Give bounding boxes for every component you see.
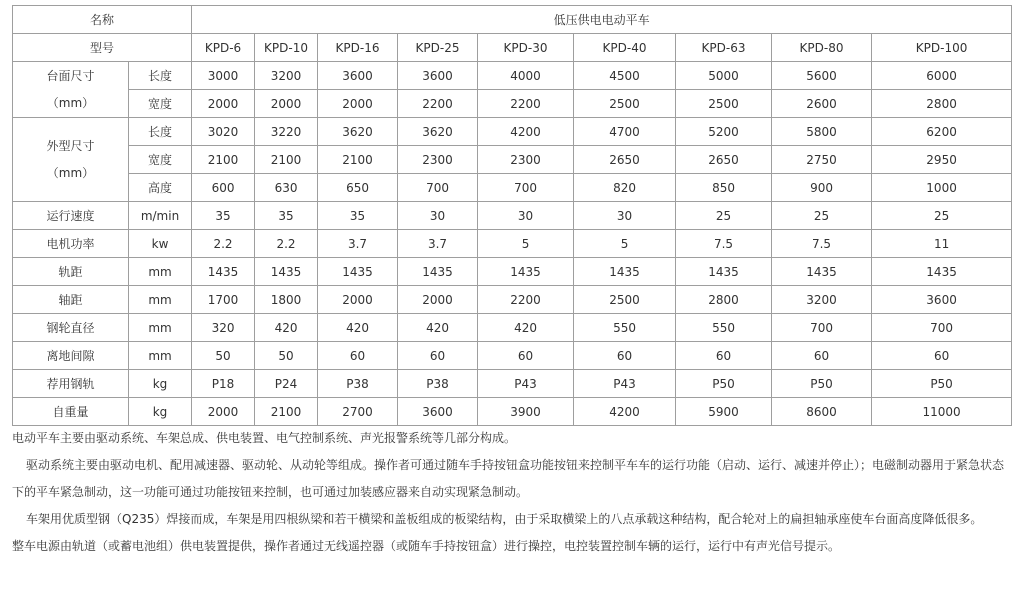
value-cell: 2200 — [478, 90, 574, 118]
model-cell: KPD-16 — [318, 34, 398, 62]
value-cell: 2700 — [318, 398, 398, 426]
value-cell: 3600 — [872, 286, 1012, 314]
value-cell: 60 — [398, 342, 478, 370]
spec-label: 轨距 — [13, 258, 129, 286]
value-cell: P50 — [676, 370, 772, 398]
value-cell: 4000 — [478, 62, 574, 90]
value-cell: 2300 — [398, 146, 478, 174]
value-cell: 35 — [192, 202, 255, 230]
spec-label: 自重量 — [13, 398, 129, 426]
model-cell: KPD-80 — [772, 34, 872, 62]
value-cell: 700 — [398, 174, 478, 202]
model-cell: KPD-6 — [192, 34, 255, 62]
value-cell: 30 — [574, 202, 676, 230]
value-cell: 8600 — [772, 398, 872, 426]
value-cell: 4200 — [478, 118, 574, 146]
value-cell: 420 — [398, 314, 478, 342]
value-cell: P38 — [318, 370, 398, 398]
value-cell: 420 — [255, 314, 318, 342]
value-cell: 3.7 — [318, 230, 398, 258]
value-cell: 820 — [574, 174, 676, 202]
value-cell: 3600 — [318, 62, 398, 90]
value-cell: 650 — [318, 174, 398, 202]
value-cell: 1435 — [574, 258, 676, 286]
model-label: 型号 — [13, 34, 192, 62]
value-cell: P50 — [872, 370, 1012, 398]
spec-unit: mm — [129, 314, 192, 342]
value-cell: 5900 — [676, 398, 772, 426]
value-cell: 5 — [574, 230, 676, 258]
value-cell: 1435 — [676, 258, 772, 286]
value-cell: P43 — [574, 370, 676, 398]
value-cell: 2500 — [574, 90, 676, 118]
spec-row — [13, 230, 1012, 258]
value-cell: 2.2 — [255, 230, 318, 258]
value-cell: 1435 — [398, 258, 478, 286]
value-cell: 5800 — [772, 118, 872, 146]
value-cell: 4500 — [574, 62, 676, 90]
value-cell: 2650 — [676, 146, 772, 174]
table-size-label — [13, 62, 129, 118]
spec-label: 荐用钢轨 — [13, 370, 129, 398]
value-cell: 2950 — [872, 146, 1012, 174]
spec-unit: mm — [129, 342, 192, 370]
paragraph: 驱动系统主要由驱动电机、配用减速器、驱动轮、从动轮等组成。操作者可通过随车手持按钮盒功能按钮来控制平车车的运行功能（启动、运行、减速并停止）；电磁制动器用于紧急状态下的平车紧急制动，这一功能可通过功能按钮来控制，也可通过加装感应器来自动实现紧急制动。 — [12, 458, 1005, 499]
spec-unit: mm — [129, 258, 192, 286]
model-cell: KPD-30 — [478, 34, 574, 62]
model-cell: KPD-10 — [255, 34, 318, 62]
dimension-label: 长度 — [129, 118, 192, 146]
paragraph: 电动平车主要由驱动系统、车架总成、供电装置、电气控制系统、声光报警系统等几部分构成。 — [12, 431, 517, 445]
value-cell: 320 — [192, 314, 255, 342]
value-cell: 900 — [772, 174, 872, 202]
value-cell: 2000 — [255, 90, 318, 118]
value-cell: 11000 — [872, 398, 1012, 426]
name-label: 名称 — [13, 6, 192, 34]
model-cell: KPD-40 — [574, 34, 676, 62]
spec-label: 钢轮直径 — [13, 314, 129, 342]
value-cell: 1435 — [318, 258, 398, 286]
table-size-row — [13, 90, 1012, 118]
value-cell: 1435 — [872, 258, 1012, 286]
value-cell: 2000 — [318, 90, 398, 118]
value-cell: 11 — [872, 230, 1012, 258]
value-cell: 5 — [478, 230, 574, 258]
value-cell: 2100 — [255, 146, 318, 174]
value-cell: 2200 — [478, 286, 574, 314]
spec-unit: m/min — [129, 202, 192, 230]
value-cell: 1435 — [772, 258, 872, 286]
value-cell: 2200 — [398, 90, 478, 118]
value-cell: 2000 — [398, 286, 478, 314]
value-cell: 2750 — [772, 146, 872, 174]
value-cell: 7.5 — [772, 230, 872, 258]
value-cell: P18 — [192, 370, 255, 398]
value-cell: 60 — [318, 342, 398, 370]
value-cell: 2100 — [318, 146, 398, 174]
value-cell: 1435 — [255, 258, 318, 286]
value-cell: 3600 — [398, 62, 478, 90]
value-cell: 1435 — [192, 258, 255, 286]
value-cell: 1000 — [872, 174, 1012, 202]
description — [12, 425, 1012, 560]
value-cell: P24 — [255, 370, 318, 398]
spec-table — [12, 5, 1012, 426]
spec-unit: kw — [129, 230, 192, 258]
model-cell: KPD-63 — [676, 34, 772, 62]
value-cell: P43 — [478, 370, 574, 398]
spec-unit: kg — [129, 370, 192, 398]
spec-unit: kg — [129, 398, 192, 426]
value-cell: 50 — [192, 342, 255, 370]
value-cell: 3.7 — [398, 230, 478, 258]
outer-size-label-line: 外型尺寸 — [46, 138, 95, 153]
outer-size-unit-line: （mm） — [46, 165, 95, 180]
value-cell: 60 — [872, 342, 1012, 370]
value-cell: 2100 — [255, 398, 318, 426]
value-cell: 2.2 — [192, 230, 255, 258]
table-size-row — [13, 62, 1012, 90]
value-cell: 2000 — [192, 90, 255, 118]
outer-size-label — [13, 118, 129, 202]
value-cell: 700 — [478, 174, 574, 202]
model-cell: KPD-100 — [872, 34, 1012, 62]
spec-row — [13, 314, 1012, 342]
value-cell: 3620 — [398, 118, 478, 146]
value-cell: 4200 — [574, 398, 676, 426]
value-cell: 4700 — [574, 118, 676, 146]
product-name: 低压供电电动平车 — [192, 6, 1012, 34]
value-cell: 630 — [255, 174, 318, 202]
value-cell: 30 — [398, 202, 478, 230]
value-cell: 420 — [318, 314, 398, 342]
spec-label: 运行速度 — [13, 202, 129, 230]
spec-row — [13, 202, 1012, 230]
value-cell: 2800 — [872, 90, 1012, 118]
value-cell: 60 — [676, 342, 772, 370]
dimension-label: 宽度 — [129, 146, 192, 174]
value-cell: 50 — [255, 342, 318, 370]
value-cell: 850 — [676, 174, 772, 202]
value-cell: 2300 — [478, 146, 574, 174]
dimension-label: 长度 — [129, 62, 192, 90]
value-cell: 25 — [676, 202, 772, 230]
value-cell: 25 — [872, 202, 1012, 230]
dimension-label: 高度 — [129, 174, 192, 202]
value-cell: 2600 — [772, 90, 872, 118]
value-cell: 30 — [478, 202, 574, 230]
spec-unit: mm — [129, 286, 192, 314]
value-cell: 550 — [574, 314, 676, 342]
spec-row — [13, 342, 1012, 370]
value-cell: 600 — [192, 174, 255, 202]
value-cell: 550 — [676, 314, 772, 342]
spec-label: 离地间隙 — [13, 342, 129, 370]
value-cell: P38 — [398, 370, 478, 398]
table-size-label-line: 台面尺寸 — [46, 68, 95, 83]
value-cell: 2100 — [192, 146, 255, 174]
value-cell: 3620 — [318, 118, 398, 146]
value-cell: 2000 — [192, 398, 255, 426]
outer-size-row — [13, 118, 1012, 146]
value-cell: 3900 — [478, 398, 574, 426]
value-cell: P50 — [772, 370, 872, 398]
header-row-name — [13, 6, 1012, 34]
value-cell: 1435 — [478, 258, 574, 286]
value-cell: 3020 — [192, 118, 255, 146]
value-cell: 60 — [478, 342, 574, 370]
value-cell: 2000 — [318, 286, 398, 314]
value-cell: 60 — [574, 342, 676, 370]
value-cell: 2650 — [574, 146, 676, 174]
value-cell: 3220 — [255, 118, 318, 146]
header-row-model — [13, 34, 1012, 62]
spec-row — [13, 398, 1012, 426]
paragraph: 整车电源由轨道（或蓄电池组）供电装置提供，操作者通过无线遥控器（或随车手持按钮盒）进行操控，电控装置控制车辆的运行，运行中有声光信号提示。 — [12, 539, 841, 553]
paragraph: 车架用优质型钢（Q235）焊接而成，车架是用四根纵梁和若干横梁和盖板组成的板梁结构，由于采取横梁上的八点承载这种结构，配合轮对上的扁担轴承座使车台面高度降低很多。 — [26, 512, 983, 526]
value-cell: 1800 — [255, 286, 318, 314]
value-cell: 7.5 — [676, 230, 772, 258]
value-cell: 5600 — [772, 62, 872, 90]
spec-row — [13, 258, 1012, 286]
value-cell: 60 — [772, 342, 872, 370]
spec-label: 轴距 — [13, 286, 129, 314]
value-cell: 35 — [255, 202, 318, 230]
outer-size-row — [13, 146, 1012, 174]
value-cell: 5000 — [676, 62, 772, 90]
value-cell: 2800 — [676, 286, 772, 314]
value-cell: 2500 — [676, 90, 772, 118]
model-cell: KPD-25 — [398, 34, 478, 62]
value-cell: 3000 — [192, 62, 255, 90]
value-cell: 5200 — [676, 118, 772, 146]
value-cell: 3200 — [255, 62, 318, 90]
value-cell: 6200 — [872, 118, 1012, 146]
value-cell: 700 — [872, 314, 1012, 342]
dimension-label: 宽度 — [129, 90, 192, 118]
value-cell: 700 — [772, 314, 872, 342]
spec-row — [13, 370, 1012, 398]
spec-label: 电机功率 — [13, 230, 129, 258]
outer-size-row — [13, 174, 1012, 202]
value-cell: 3200 — [772, 286, 872, 314]
value-cell: 35 — [318, 202, 398, 230]
value-cell: 1700 — [192, 286, 255, 314]
table-size-unit-line: （mm） — [46, 95, 95, 110]
spec-row — [13, 286, 1012, 314]
value-cell: 420 — [478, 314, 574, 342]
value-cell: 3600 — [398, 398, 478, 426]
value-cell: 6000 — [872, 62, 1012, 90]
value-cell: 25 — [772, 202, 872, 230]
value-cell: 2500 — [574, 286, 676, 314]
